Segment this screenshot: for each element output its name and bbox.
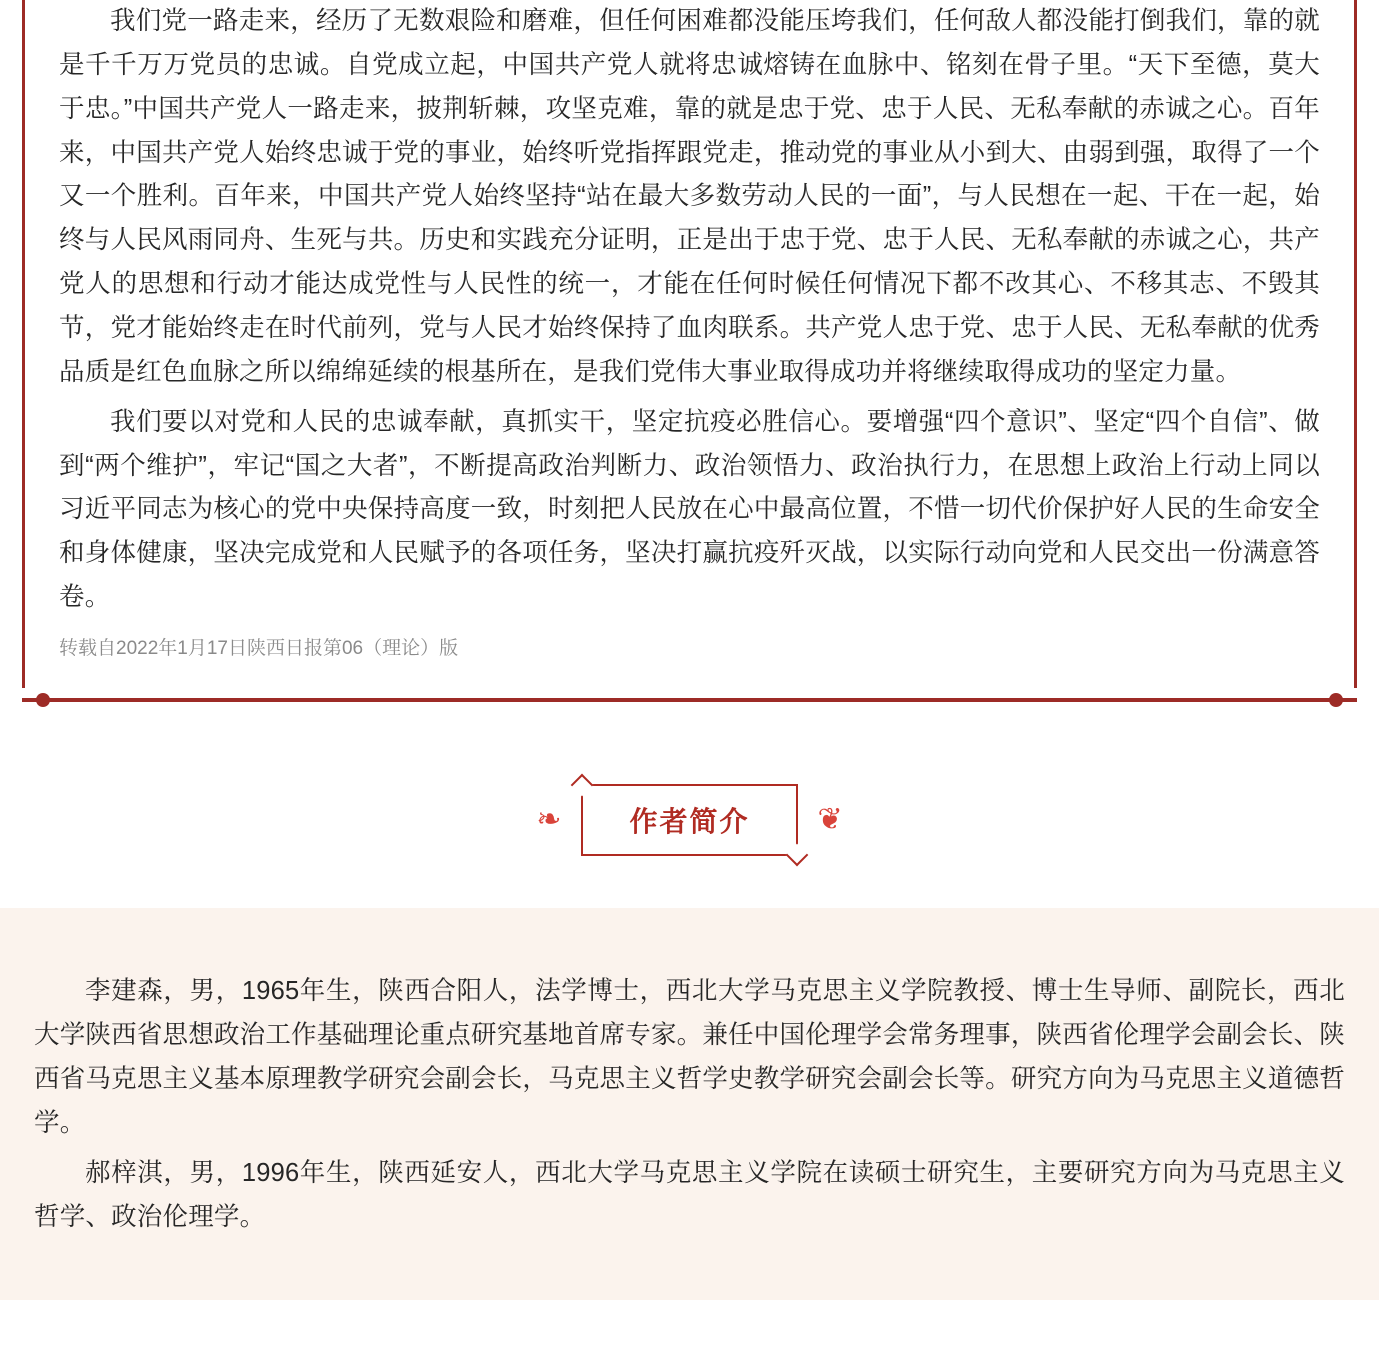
article-body [25, 0, 1354, 664]
article-source: 转载自2022年1月17日陕西日报第06（理论）版 [59, 638, 459, 660]
author-bio-paragraph: 李建森，男，1965年生，陕西合阳人，法学博士，西北大学马克思主义学院教授、博士生导师、副院长，西北大学陕西省思想政治工作基础理论重点研究基地首席专家。兼任中国伦理学会常务理事，陕西省伦理学会副会长、陕西省马克思主义基本原理教学研究会副会长，马克思主义哲学史教学研究会副会长等。研究方向为马克思主义道德哲学。 [34, 977, 1345, 1137]
flourish-right-icon: ❦ [817, 803, 843, 837]
frame-bottom-rule [22, 688, 1357, 714]
author-bio-block [0, 908, 1379, 1299]
horizontal-rule [22, 698, 1357, 702]
flourish-left-icon: ❧ [536, 803, 562, 837]
section-title-badge: 作者简介 [581, 784, 797, 856]
author-bio-paragraph: 郝梓淇，男，1996年生，陕西延安人，西北大学马克思主义学院在读硕士研究生，主要研究方向为马克思主义哲学、政治伦理学。 [34, 1158, 1345, 1231]
rule-knob-left-icon [36, 693, 50, 707]
author-section-header [0, 784, 1379, 856]
article-frame [22, 0, 1357, 688]
article-paragraph: 我们党一路走来，经历了无数艰险和磨难，但任何困难都没能压垮我们，任何敌人都没能打倒我们，靠的就是千千万万党员的忠诚。自党成立起，中国共产党人就将忠诚熔铸在血脉中、铭刻在骨子里。“天下至德，莫大于忠。”中国共产党人一路走来，披荆斩棘，攻坚克难，靠的就是忠于党、忠于人民、无私奉献的赤诚之心。百年来，中国共产党人始终忠诚于党的事业，始终听党指挥跟党走，推动党的事业从小到大、由弱到强，取得了一个又一个胜利。百年来，中国共产党人始终坚持“站在最大多数劳动人民的一面”，与人民想在一起、干在一起，始终与人民风雨同舟、生死与共。历史和实践充分证明，正是出于忠于党、忠于人民、无私奉献的赤诚之心，共产党人的思想和行动才能达成党性与人民性的统一，才能在任何时候任何情况下都不改其心、不移其志、不毁其节，党才能始终走在时代前列，党与人民才始终保持了血肉联系。共产党人忠于党、忠于人民、无私奉献的优秀品质是红色血脉之所以绵绵延续的根基所在，是我们党伟大事业取得成功并将继续取得成功的坚定力量。 [59, 7, 1320, 386]
rule-knob-right-icon [1329, 693, 1343, 707]
article-paragraph: 我们要以对党和人民的忠诚奉献，真抓实干，坚定抗疫必胜信心。要增强“四个意识”、坚定“四个自信”、做到“两个维护”，牢记“国之大者”，不断提高政治判断力、政治领悟力、政治执行力，在思想上政治上行动上同以习近平同志为核心的党中央保持高度一致，时刻把人民放在心中最高位置，不惜一切代价保护好人民的生命安全和身体健康，坚决完成党和人民赋予的各项任务，坚决打赢抗疫歼灭战，以实际行动向党和人民交出一份满意答卷。 [59, 407, 1320, 612]
